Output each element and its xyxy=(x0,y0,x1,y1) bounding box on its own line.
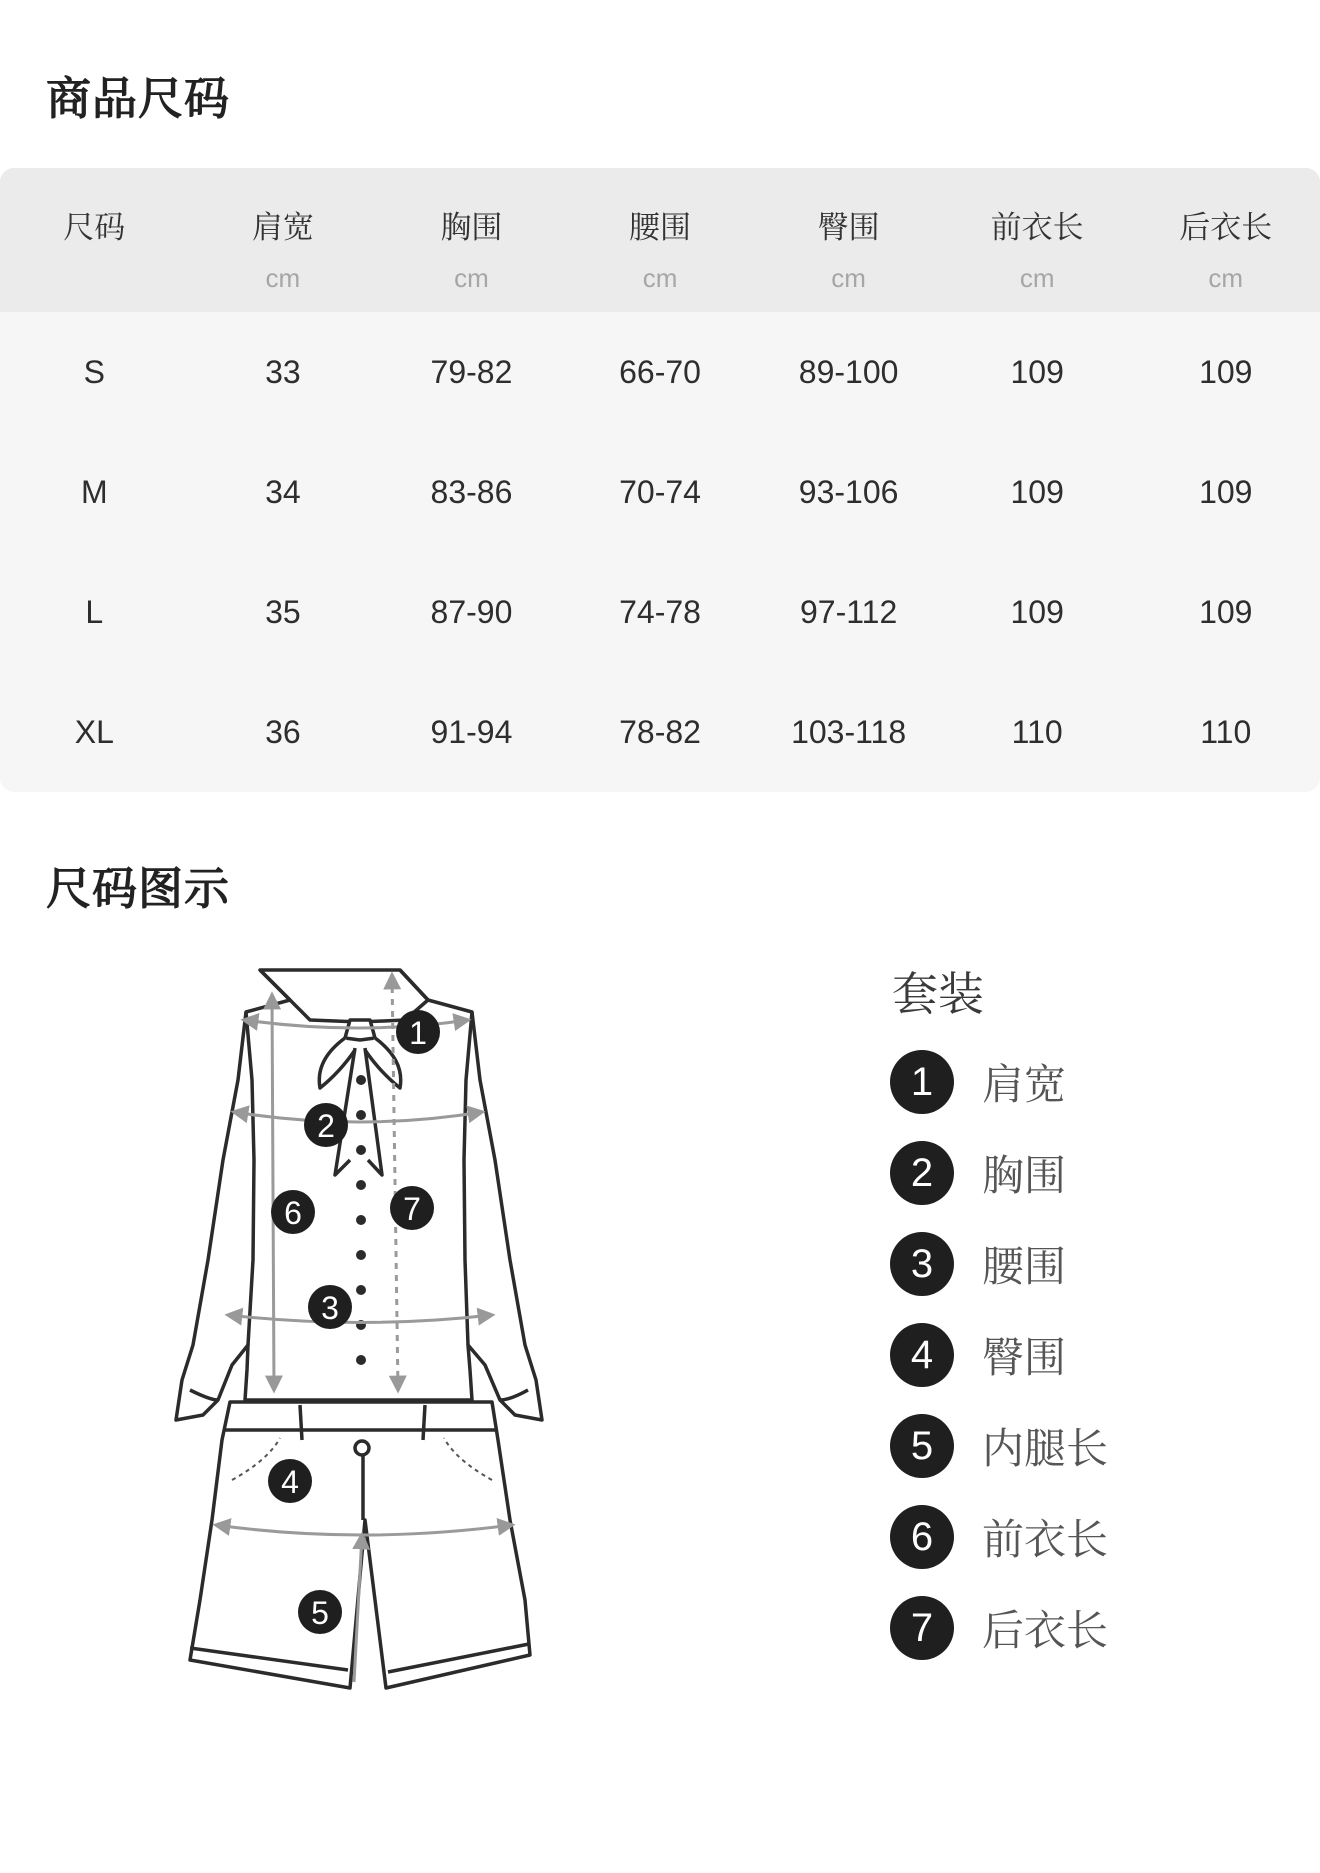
table-cell: 35 xyxy=(265,593,301,630)
table-row-s xyxy=(0,312,1320,432)
legend-item-shoulder xyxy=(890,1050,1108,1114)
header-label: 胸围 xyxy=(440,210,503,246)
header-unit: cm xyxy=(1019,263,1055,293)
header-cell-waist xyxy=(566,168,755,312)
legend-item-chest xyxy=(890,1141,1108,1205)
table-cell: 89-100 xyxy=(798,353,899,390)
marker-6-number: 6 xyxy=(284,1195,302,1231)
table-cell: 34 xyxy=(265,473,301,510)
outfit-measurement-diagram xyxy=(150,960,580,1694)
table-cell: M xyxy=(80,473,108,510)
header-unit: cm xyxy=(642,263,678,293)
marker-7-number: 7 xyxy=(403,1191,421,1227)
marker-2-number: 2 xyxy=(317,1108,335,1144)
header-unit: cm xyxy=(454,263,489,293)
table-cell: 79-82 xyxy=(430,353,513,390)
legend-label: 后衣长 xyxy=(982,1606,1109,1655)
table-cell: S xyxy=(83,353,105,390)
table-cell: XL xyxy=(74,713,114,750)
table-cell: 93-106 xyxy=(798,473,899,510)
legend-label: 前衣长 xyxy=(982,1515,1109,1564)
header-cell-shoulder xyxy=(189,168,378,312)
legend-title: 套装 xyxy=(892,967,984,1021)
table-cell: 109 xyxy=(1010,593,1064,630)
marker-4-number: 4 xyxy=(281,1464,299,1500)
size-section-title: 商品尺码 xyxy=(46,72,231,125)
marker-1-number: 1 xyxy=(409,1015,427,1051)
table-cell: 87-90 xyxy=(430,593,513,630)
header-unit: cm xyxy=(265,263,301,293)
table-cell: 78-82 xyxy=(619,713,701,750)
marker-1 xyxy=(396,1010,440,1054)
table-row-l xyxy=(0,552,1320,672)
legend-label: 腰围 xyxy=(982,1242,1067,1291)
blouse-outline xyxy=(176,970,542,1420)
legend-label: 内腿长 xyxy=(982,1424,1109,1473)
table-cell: 33 xyxy=(265,353,301,390)
marker-4 xyxy=(268,1459,312,1503)
header-unit: cm xyxy=(831,263,866,293)
measurement-legend xyxy=(890,958,1108,1687)
marker-5-number: 5 xyxy=(311,1595,329,1631)
table-cell: 83-86 xyxy=(430,473,513,510)
table-cell: 36 xyxy=(265,713,301,750)
marker-3-number: 3 xyxy=(321,1290,339,1326)
legend-number-badge: 3 xyxy=(890,1232,954,1296)
marker-3 xyxy=(308,1285,352,1329)
header-label: 肩宽 xyxy=(251,210,314,246)
table-cell: L xyxy=(85,593,104,630)
legend-number-badge: 4 xyxy=(890,1323,954,1387)
table-cell: 110 xyxy=(1011,713,1063,750)
table-cell: 109 xyxy=(1199,353,1253,390)
header-cell-chest xyxy=(377,168,566,312)
table-cell: 70-74 xyxy=(619,473,701,510)
diagram-section-title: 尺码图示 xyxy=(46,862,231,915)
table-cell: 97-112 xyxy=(799,593,898,630)
legend-number-badge: 5 xyxy=(890,1414,954,1478)
legend-label: 胸围 xyxy=(982,1151,1067,1200)
header-label: 臀围 xyxy=(817,210,880,246)
table-cell: 109 xyxy=(1199,593,1253,630)
table-header xyxy=(0,168,1320,312)
legend-label: 臀围 xyxy=(982,1333,1067,1382)
header-label: 腰围 xyxy=(629,210,692,246)
table-cell: 91-94 xyxy=(430,713,513,750)
header-label: 后衣长 xyxy=(1179,210,1273,246)
marker-6 xyxy=(271,1190,315,1234)
outfit-illustration xyxy=(150,960,580,1690)
legend-item-inseam xyxy=(890,1414,1108,1478)
marker-7 xyxy=(390,1186,434,1230)
marker-5 xyxy=(298,1590,342,1634)
legend-item-back-length xyxy=(890,1596,1108,1660)
header-label: 尺码 xyxy=(63,210,126,246)
header-cell-front-length xyxy=(943,168,1132,312)
header-cell-hip xyxy=(754,168,943,312)
table-cell: 109 xyxy=(1199,473,1253,510)
header-cell-back-length xyxy=(1131,168,1320,312)
legend-number-badge: 7 xyxy=(890,1596,954,1660)
table-cell: 66-70 xyxy=(619,353,701,390)
table-row-m xyxy=(0,432,1320,552)
table-cell: 109 xyxy=(1010,353,1064,390)
legend-label: 肩宽 xyxy=(982,1060,1067,1109)
header-unit: cm xyxy=(1208,263,1244,293)
table-row-xl xyxy=(0,672,1320,792)
table-cell: 109 xyxy=(1010,473,1064,510)
legend-number-badge: 2 xyxy=(890,1141,954,1205)
legend-item-hip xyxy=(890,1323,1108,1387)
legend-item-waist xyxy=(890,1232,1108,1296)
legend-item-front-length xyxy=(890,1505,1108,1569)
header-label: 前衣长 xyxy=(990,210,1084,246)
size-table xyxy=(0,168,1320,792)
table-cell: 103-118 xyxy=(791,713,907,750)
legend-number-badge: 6 xyxy=(890,1505,954,1569)
legend-number-badge: 1 xyxy=(890,1050,954,1114)
table-cell: 110 xyxy=(1200,713,1252,750)
marker-2 xyxy=(304,1103,348,1147)
table-cell: 74-78 xyxy=(619,593,701,630)
header-cell-size xyxy=(0,168,189,312)
